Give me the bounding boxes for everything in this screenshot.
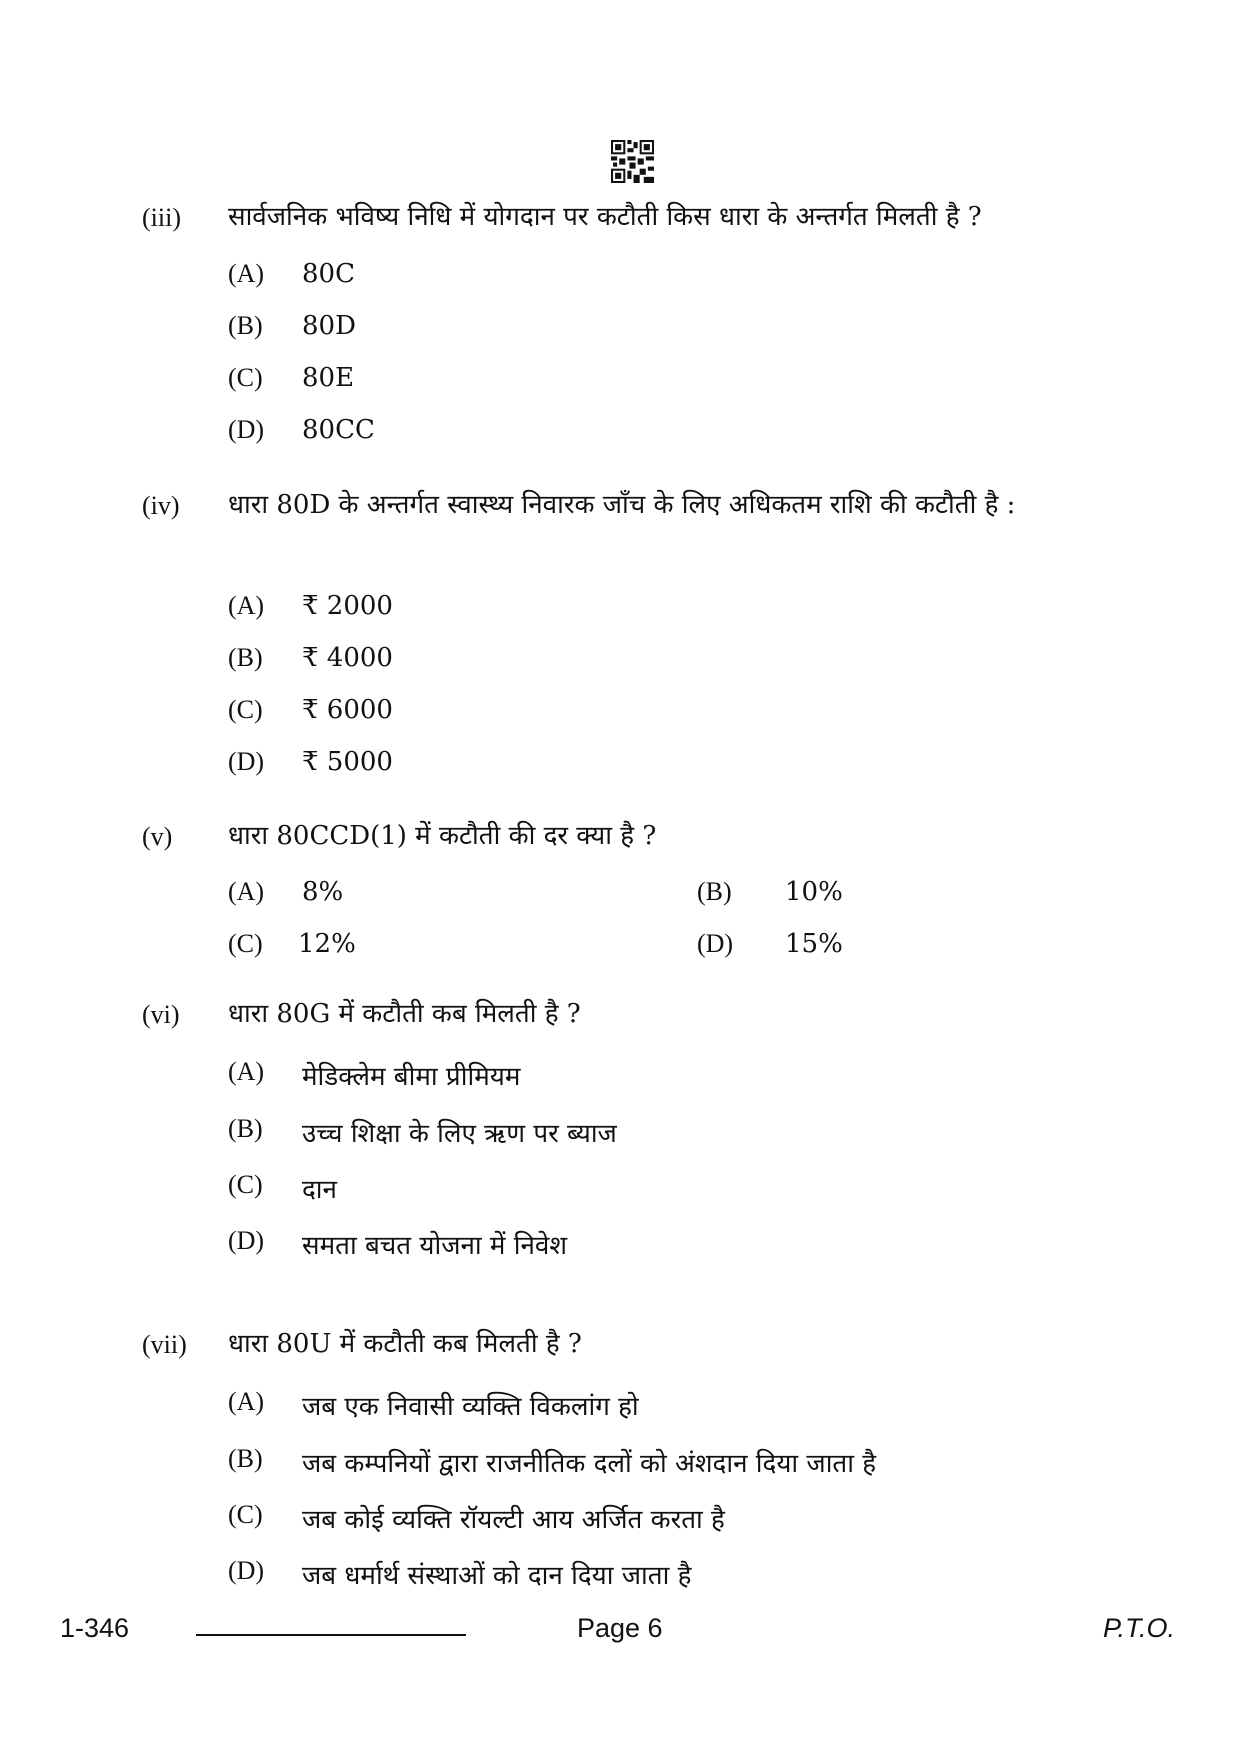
footer-rule	[196, 1634, 466, 1636]
option-text: 80E	[302, 363, 355, 393]
question-number: (vi)	[142, 1000, 180, 1029]
option-label: (D)	[697, 929, 734, 958]
option-label: (C)	[228, 363, 263, 392]
option-text: 80D	[302, 311, 356, 341]
question-number: (vii)	[142, 1330, 187, 1359]
option-label: (B)	[228, 643, 263, 672]
option-label: (D)	[228, 1556, 265, 1585]
question-number: (v)	[142, 822, 173, 851]
option-text: जब कम्पनियों द्वारा राजनीतिक दलों को अंशदान दिया जाता है	[302, 1449, 877, 1479]
option-text: 8%	[302, 877, 344, 907]
option-label: (D)	[228, 747, 265, 776]
option-text: समता बचत योजना में निवेश	[302, 1231, 568, 1261]
option-text: 12%	[298, 929, 356, 959]
option-label: (A)	[228, 259, 265, 288]
option-label: (B)	[228, 1114, 263, 1143]
option-label: (C)	[228, 1500, 263, 1529]
option-text: 10%	[785, 877, 843, 907]
question-text: धारा 80D के अन्तर्गत स्वास्थ्य निवारक जाँच के लिए अधिकतम राशि की कटौती है :	[228, 490, 1016, 520]
page-footer	[0, 1613, 1241, 1653]
option-text: ₹ 2000	[302, 591, 393, 621]
option-label: (B)	[228, 1444, 263, 1473]
option-label: (A)	[228, 1387, 265, 1416]
option-label: (B)	[697, 877, 732, 906]
paper-code: 1-346	[60, 1613, 130, 1643]
option-text: 80C	[302, 259, 355, 289]
option-label: (A)	[228, 1057, 265, 1086]
question-text: धारा 80CCD(1) में कटौती की दर क्या है ?	[228, 821, 657, 851]
option-text: उच्च शिक्षा के लिए ऋण पर ब्याज	[302, 1119, 617, 1149]
option-text: दान	[302, 1175, 337, 1205]
option-text: जब धर्मार्थ संस्थाओं को दान दिया जाता है	[302, 1561, 692, 1591]
question-text: धारा 80U में कटौती कब मिलती है ?	[228, 1329, 582, 1359]
qr-code-icon	[611, 140, 654, 183]
option-text: जब कोई व्यक्ति रॉयल्टी आय अर्जित करता है	[302, 1505, 725, 1535]
pto-text: P.T.O.	[1103, 1613, 1176, 1643]
option-label: (D)	[228, 415, 265, 444]
question-number: (iii)	[142, 203, 181, 232]
option-text: ₹ 4000	[302, 643, 393, 673]
question-text: सार्वजनिक भविष्य निधि में योगदान पर कटौती किस धारा के अन्तर्गत मिलती है ?	[228, 202, 982, 232]
option-label: (A)	[228, 591, 265, 620]
option-text: ₹ 5000	[302, 747, 393, 777]
option-text: ₹ 6000	[302, 695, 393, 725]
option-label: (A)	[228, 877, 265, 906]
question-number: (iv)	[142, 491, 180, 520]
option-label: (C)	[228, 929, 263, 958]
option-text: मेडिक्लेम बीमा प्रीमियम	[302, 1062, 521, 1092]
option-text: जब एक निवासी व्यक्ति विकलांग हो	[302, 1392, 639, 1422]
option-label: (C)	[228, 695, 263, 724]
question-text: धारा 80G में कटौती कब मिलती है ?	[228, 999, 581, 1029]
option-text: 80CC	[302, 415, 375, 445]
option-label: (D)	[228, 1226, 265, 1255]
option-text: 15%	[785, 929, 843, 959]
page-number: Page 6	[577, 1613, 663, 1643]
option-label: (B)	[228, 311, 263, 340]
option-label: (C)	[228, 1170, 263, 1199]
